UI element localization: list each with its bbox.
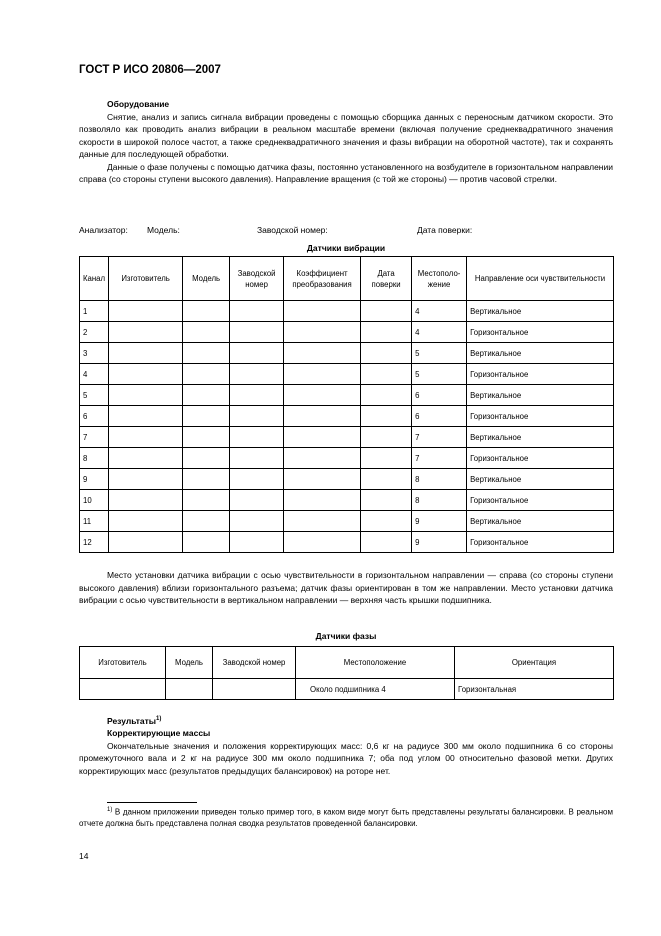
cell-coefficient (284, 427, 361, 448)
table-row (80, 511, 614, 532)
vibration-sensors-table (79, 256, 614, 553)
cell-manufacturer (80, 679, 166, 700)
mounting-note: Место установки датчика вибрации с осью чувствительности в горизонтальном направлении — справа (со стороны ступени высокого давления) вблизи горизонтального разъема; датчик фазы ориентирован в том же направлении. Место установки датчика вибрации с осью чувствительности в вертикальном направлении — верхняя часть крышки подшипника. (79, 570, 613, 605)
analyzer-check-date-label: Дата поверки: (417, 225, 473, 235)
cell-channel: 9 (80, 469, 109, 490)
phase-table-title: Датчики фазы (315, 631, 377, 641)
cell-check-date (361, 301, 412, 322)
analyzer-model-label: Модель: (147, 225, 180, 235)
cell-axis-direction: Вертикальное (467, 343, 614, 364)
table-row (80, 427, 614, 448)
cell-channel: 3 (80, 343, 109, 364)
table-header-row (80, 257, 614, 301)
cell-coefficient (284, 343, 361, 364)
cell-coefficient (284, 301, 361, 322)
cell-channel: 12 (80, 532, 109, 553)
results-heading-text: Результаты (107, 715, 157, 726)
table-row (80, 679, 614, 700)
cell-channel: 4 (80, 364, 109, 385)
cell-serial (230, 364, 284, 385)
cell-coefficient (284, 511, 361, 532)
cell-location: 4 (412, 301, 467, 322)
cell-manufacturer (109, 406, 183, 427)
col-header-location: Местополо-жение (412, 257, 467, 301)
cell-coefficient (284, 322, 361, 343)
cell-manufacturer (109, 427, 183, 448)
cell-serial (230, 448, 284, 469)
cell-model (166, 679, 213, 700)
col-header-manufacturer: Изготовитель (109, 257, 183, 301)
phase-sensors-table (79, 646, 614, 700)
cell-model (183, 343, 230, 364)
table-row (80, 469, 614, 490)
cell-axis-direction: Горизонтальное (467, 532, 614, 553)
cell-location: 7 (412, 448, 467, 469)
col-header-axis-direction: Направление оси чувствительности (467, 257, 614, 301)
cell-serial (230, 490, 284, 511)
mounting-note-section (79, 569, 613, 607)
cell-manufacturer (109, 385, 183, 406)
cell-location: 9 (412, 532, 467, 553)
equipment-heading: Оборудование (107, 99, 170, 109)
cell-manufacturer (109, 301, 183, 322)
table-row (80, 301, 614, 322)
cell-manufacturer (109, 511, 183, 532)
footnote-divider (107, 802, 197, 803)
cell-location: 9 (412, 511, 467, 532)
cell-coefficient (284, 364, 361, 385)
cell-check-date (361, 343, 412, 364)
col-header-check-date: Дата поверки (361, 257, 412, 301)
cell-channel: 8 (80, 448, 109, 469)
col-header-manufacturer: Изготовитель (80, 647, 166, 679)
footnote-mark: 1) (107, 807, 113, 813)
analyzer-serial-label: Заводской номер: (257, 225, 328, 235)
cell-coefficient (284, 469, 361, 490)
table-row (80, 406, 614, 427)
cell-manufacturer (109, 532, 183, 553)
cell-model (183, 532, 230, 553)
table-row (80, 343, 614, 364)
col-header-coefficient: Коэффициент преобразования (284, 257, 361, 301)
table-row (80, 385, 614, 406)
analyzer-label: Анализатор: (79, 225, 128, 235)
cell-channel: 2 (80, 322, 109, 343)
cell-serial (230, 385, 284, 406)
cell-model (183, 511, 230, 532)
cell-model (183, 448, 230, 469)
cell-check-date (361, 469, 412, 490)
cell-axis-direction: Вертикальное (467, 511, 614, 532)
cell-check-date (361, 511, 412, 532)
cell-axis-direction: Горизонтальное (467, 490, 614, 511)
cell-serial (230, 427, 284, 448)
cell-orientation: Горизонтальная (455, 679, 614, 700)
results-paragraph: Окончательные значения и положения корректирующих масс: 0,6 кг на радиусе 300 мм около подшипника 6 со стороны промежуточного вала и 2 кг на радиусе 300 мм около подшипника 7; оба под углом 00 относительно фазовой метки. Других корректирующих масс (результатов предыдущих балансировок) на роторе нет. (79, 740, 613, 776)
cell-coefficient (284, 406, 361, 427)
col-header-serial: Заводской номер (230, 257, 284, 301)
table-row (80, 364, 614, 385)
cell-location: Около подшипника 4 (296, 679, 455, 700)
vibration-table-title: Датчики вибрации (306, 243, 386, 253)
cell-model (183, 301, 230, 322)
cell-check-date (361, 448, 412, 469)
cell-location: 6 (412, 385, 467, 406)
cell-serial (230, 511, 284, 532)
analyzer-row (79, 225, 613, 237)
cell-check-date (361, 322, 412, 343)
cell-check-date (361, 532, 412, 553)
footnote-ref: 1) (156, 716, 162, 722)
equipment-paragraph-2: Данные о фазе получены с помощью датчика фазы, постоянно установленного на возбудителе в горизонтальном направлении справа (со стороны ступени высокого давления). Направление вращения (с той же стороны) — против часовой стрелки. (79, 161, 613, 184)
cell-model (183, 322, 230, 343)
equipment-paragraph-1: Снятие, анализ и запись сигнала вибрации проведены с помощью сборщика данных с переносным датчиком скорости. Это позволяло как проводить анализ вибрации в реальном масштабе времени (включая получение среднеквадратичного значения скорости в широкой полосе частот, а также среднеквадратичного значения и фазы вибрации на оборотной частоте), так и сохранять данные для последующей обработки. (79, 111, 613, 159)
cell-axis-direction: Вертикальное (467, 469, 614, 490)
cell-axis-direction: Горизонтальное (467, 322, 614, 343)
col-header-location: Местоположение (296, 647, 455, 679)
page-number: 14 (79, 851, 89, 861)
cell-model (183, 490, 230, 511)
footnote (79, 805, 613, 830)
cell-axis-direction: Вертикальное (467, 301, 614, 322)
col-header-model: Модель (183, 257, 230, 301)
cell-coefficient (284, 448, 361, 469)
cell-check-date (361, 406, 412, 427)
document-header: ГОСТ Р ИСО 20806—2007 (79, 64, 221, 76)
results-heading (79, 713, 613, 727)
table-row (80, 448, 614, 469)
cell-channel: 6 (80, 406, 109, 427)
cell-manufacturer (109, 448, 183, 469)
cell-serial (230, 322, 284, 343)
table-row (80, 490, 614, 511)
cell-serial (230, 532, 284, 553)
cell-axis-direction: Вертикальное (467, 385, 614, 406)
cell-channel: 10 (80, 490, 109, 511)
cell-location: 5 (412, 343, 467, 364)
cell-check-date (361, 364, 412, 385)
cell-axis-direction: Горизонтальное (467, 364, 614, 385)
cell-location: 4 (412, 322, 467, 343)
col-header-serial: Заводской номер (213, 647, 296, 679)
table-row (80, 322, 614, 343)
cell-coefficient (284, 532, 361, 553)
cell-serial (213, 679, 296, 700)
col-header-orientation: Ориентация (455, 647, 614, 679)
cell-channel: 7 (80, 427, 109, 448)
cell-model (183, 469, 230, 490)
cell-location: 8 (412, 490, 467, 511)
cell-coefficient (284, 490, 361, 511)
footnote-text: В данном приложении приведен только пример того, в каком виде могут быть представлены результаты балансировки. В реальном отчете должна быть представлена полная сводка результатов проведенной балансировки. (79, 807, 613, 829)
table-header-row (80, 647, 614, 679)
results-section (79, 713, 613, 777)
cell-location: 5 (412, 364, 467, 385)
cell-location: 8 (412, 469, 467, 490)
cell-manufacturer (109, 490, 183, 511)
cell-serial (230, 406, 284, 427)
equipment-section (79, 98, 613, 186)
cell-model (183, 385, 230, 406)
cell-serial (230, 469, 284, 490)
cell-manufacturer (109, 322, 183, 343)
cell-axis-direction: Горизонтальное (467, 448, 614, 469)
cell-serial (230, 343, 284, 364)
cell-location: 6 (412, 406, 467, 427)
cell-axis-direction: Вертикальное (467, 427, 614, 448)
cell-model (183, 364, 230, 385)
cell-channel: 11 (80, 511, 109, 532)
cell-channel: 1 (80, 301, 109, 322)
cell-check-date (361, 385, 412, 406)
cell-coefficient (284, 385, 361, 406)
cell-manufacturer (109, 469, 183, 490)
correction-masses-heading: Корректирующие массы (107, 728, 211, 739)
cell-manufacturer (109, 364, 183, 385)
cell-check-date (361, 427, 412, 448)
cell-serial (230, 301, 284, 322)
col-header-channel: Канал (80, 257, 109, 301)
cell-check-date (361, 490, 412, 511)
table-row (80, 532, 614, 553)
cell-manufacturer (109, 343, 183, 364)
cell-channel: 5 (80, 385, 109, 406)
cell-model (183, 406, 230, 427)
col-header-model: Модель (166, 647, 213, 679)
cell-location: 7 (412, 427, 467, 448)
cell-model (183, 427, 230, 448)
cell-axis-direction: Горизонтальное (467, 406, 614, 427)
